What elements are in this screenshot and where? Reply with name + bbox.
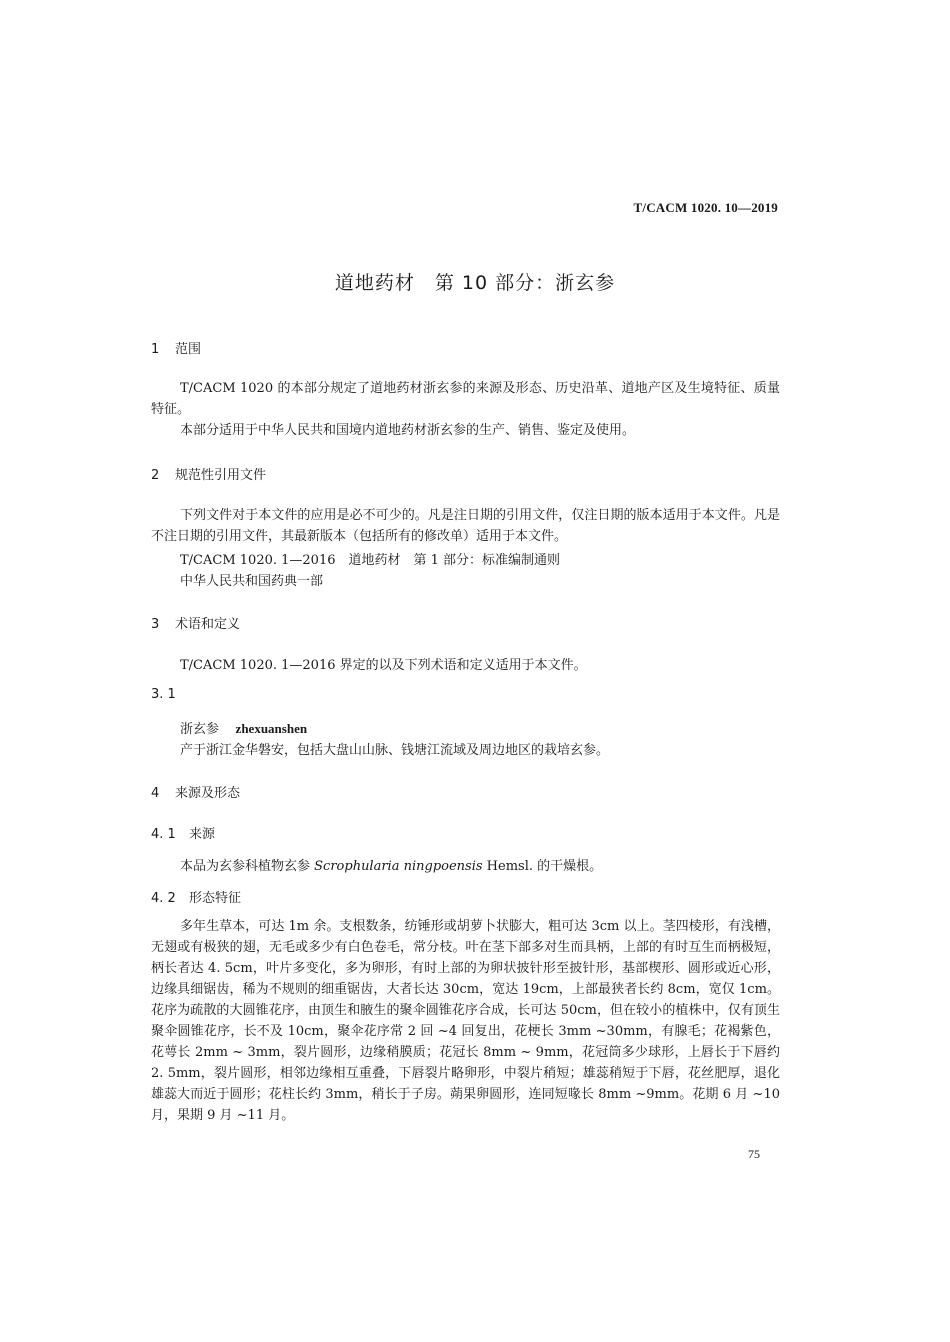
section-title: 范围 — [175, 342, 202, 357]
section-number: 2 — [151, 468, 160, 483]
section-4-heading — [151, 782, 240, 801]
section-title: 来源及形态 — [175, 786, 241, 801]
section-2-heading — [151, 464, 266, 483]
term-pinyin: zhexuanshen — [235, 721, 308, 736]
latin-name: Scrophularia ningpoensis — [314, 859, 483, 874]
page-number: 75 — [748, 1147, 760, 1161]
section-title: 来源 — [189, 827, 216, 842]
term-entry — [180, 718, 307, 737]
section-3-heading — [151, 613, 240, 632]
paragraph: 本部分适用于中华人民共和国境内道地药材浙玄参的生产、销售、鉴定及使用。 — [180, 423, 636, 438]
morphology-paragraph: 多年生草本，可达 1m 余。支根数条，纺锤形或胡萝卜状膨大，粗可达 3cm 以上。茎四棱形，有浅槽，无翅或有极狭的翅，无毛或多少有白色卷毛，常分枝。叶在茎下部多对生而具柄，上部的有时互生而柄极短，柄长者达 4. 5cm，叶片多变化，多为卵形，有时上部的为卵状披针形至披针形，基部楔形、圆形或近心形，边缘具细锯齿，稀为不规则的细重锯齿，大者长达 30cm，宽达 19cm，上部最狭者长约 8cm，宽仅 1cm。花序为疏散的大圆锥花序，由顶生和腋生的聚伞圆锥花序合成，长可达 50cm，但在较小的植株中，仅有顶生聚伞圆锥花序，长不及 10cm，聚伞花序常 2 回 ~4 回复出，花梗长 3mm ~30mm，有腺毛；花褐紫色，花萼长 2mm ~ 3mm，裂片圆形，边缘稍膜质；花冠长 8mm ~ 9mm，花冠筒多少球形，上唇长于下唇约 2. 5mm，裂片圆形，相邻边缘相互重叠，下唇裂片略卵形，中裂片稍短；雄蕊稍短于下唇，花丝肥厚，退化雄蕊大而近于圆形；花柱长约 3mm，稍长于子房。蒴果卵圆形，连同短喙长 8mm ~9mm。花期 6 月 ~10 月，果期 9 月 ~11 月。 — [151, 919, 780, 1123]
term-definition: 产于浙江金华磐安，包括大盘山山脉、钱塘江流域及周边地区的栽培玄参。 — [180, 743, 610, 758]
standard-number: T/CACM 1020. 10—2019 — [633, 200, 778, 215]
section-number: 1 — [151, 342, 160, 357]
term-chinese: 浙玄参 — [180, 722, 220, 737]
paragraph: T/CACM 1020 的本部分规定了道地药材浙玄参的来源及形态、历史沿革、道地产区及生境特征、质量特征。 — [151, 381, 780, 417]
section-4-1-heading — [151, 823, 215, 842]
source-paragraph — [180, 855, 602, 874]
source-text: 本品为玄参科植物玄参 — [180, 859, 315, 874]
document-title: 道地药材 第 10 部分：浙玄参 — [334, 272, 616, 294]
section-number: 4. 1 — [151, 827, 176, 842]
section-number: 3 — [151, 617, 160, 632]
reference-item: 中华人民共和国药典一部 — [180, 574, 324, 589]
subsection-number: 3. 1 — [151, 687, 176, 702]
section-1-heading — [151, 338, 201, 357]
section-title: 术语和定义 — [175, 617, 241, 632]
paragraph: T/CACM 1020. 1—2016 界定的以及下列术语和定义适用于本文件。 — [180, 658, 587, 673]
section-4-2-heading — [151, 887, 241, 906]
paragraph: 下列文件对于本文件的应用是必不可少的。凡是注日期的引用文件，仅注日期的版本适用于本文件。凡是不注日期的引用文件，其最新版本（包括所有的修改单）适用于本文件。 — [151, 508, 780, 544]
source-text: Hemsl. 的干燥根。 — [482, 859, 603, 874]
section-number: 4. 2 — [151, 891, 176, 906]
section-number: 4 — [151, 786, 160, 801]
section-title: 形态特征 — [189, 891, 242, 906]
reference-item: T/CACM 1020. 1—2016 道地药材 第 1 部分：标准编制通则 — [180, 553, 561, 568]
section-title: 规范性引用文件 — [175, 468, 267, 483]
